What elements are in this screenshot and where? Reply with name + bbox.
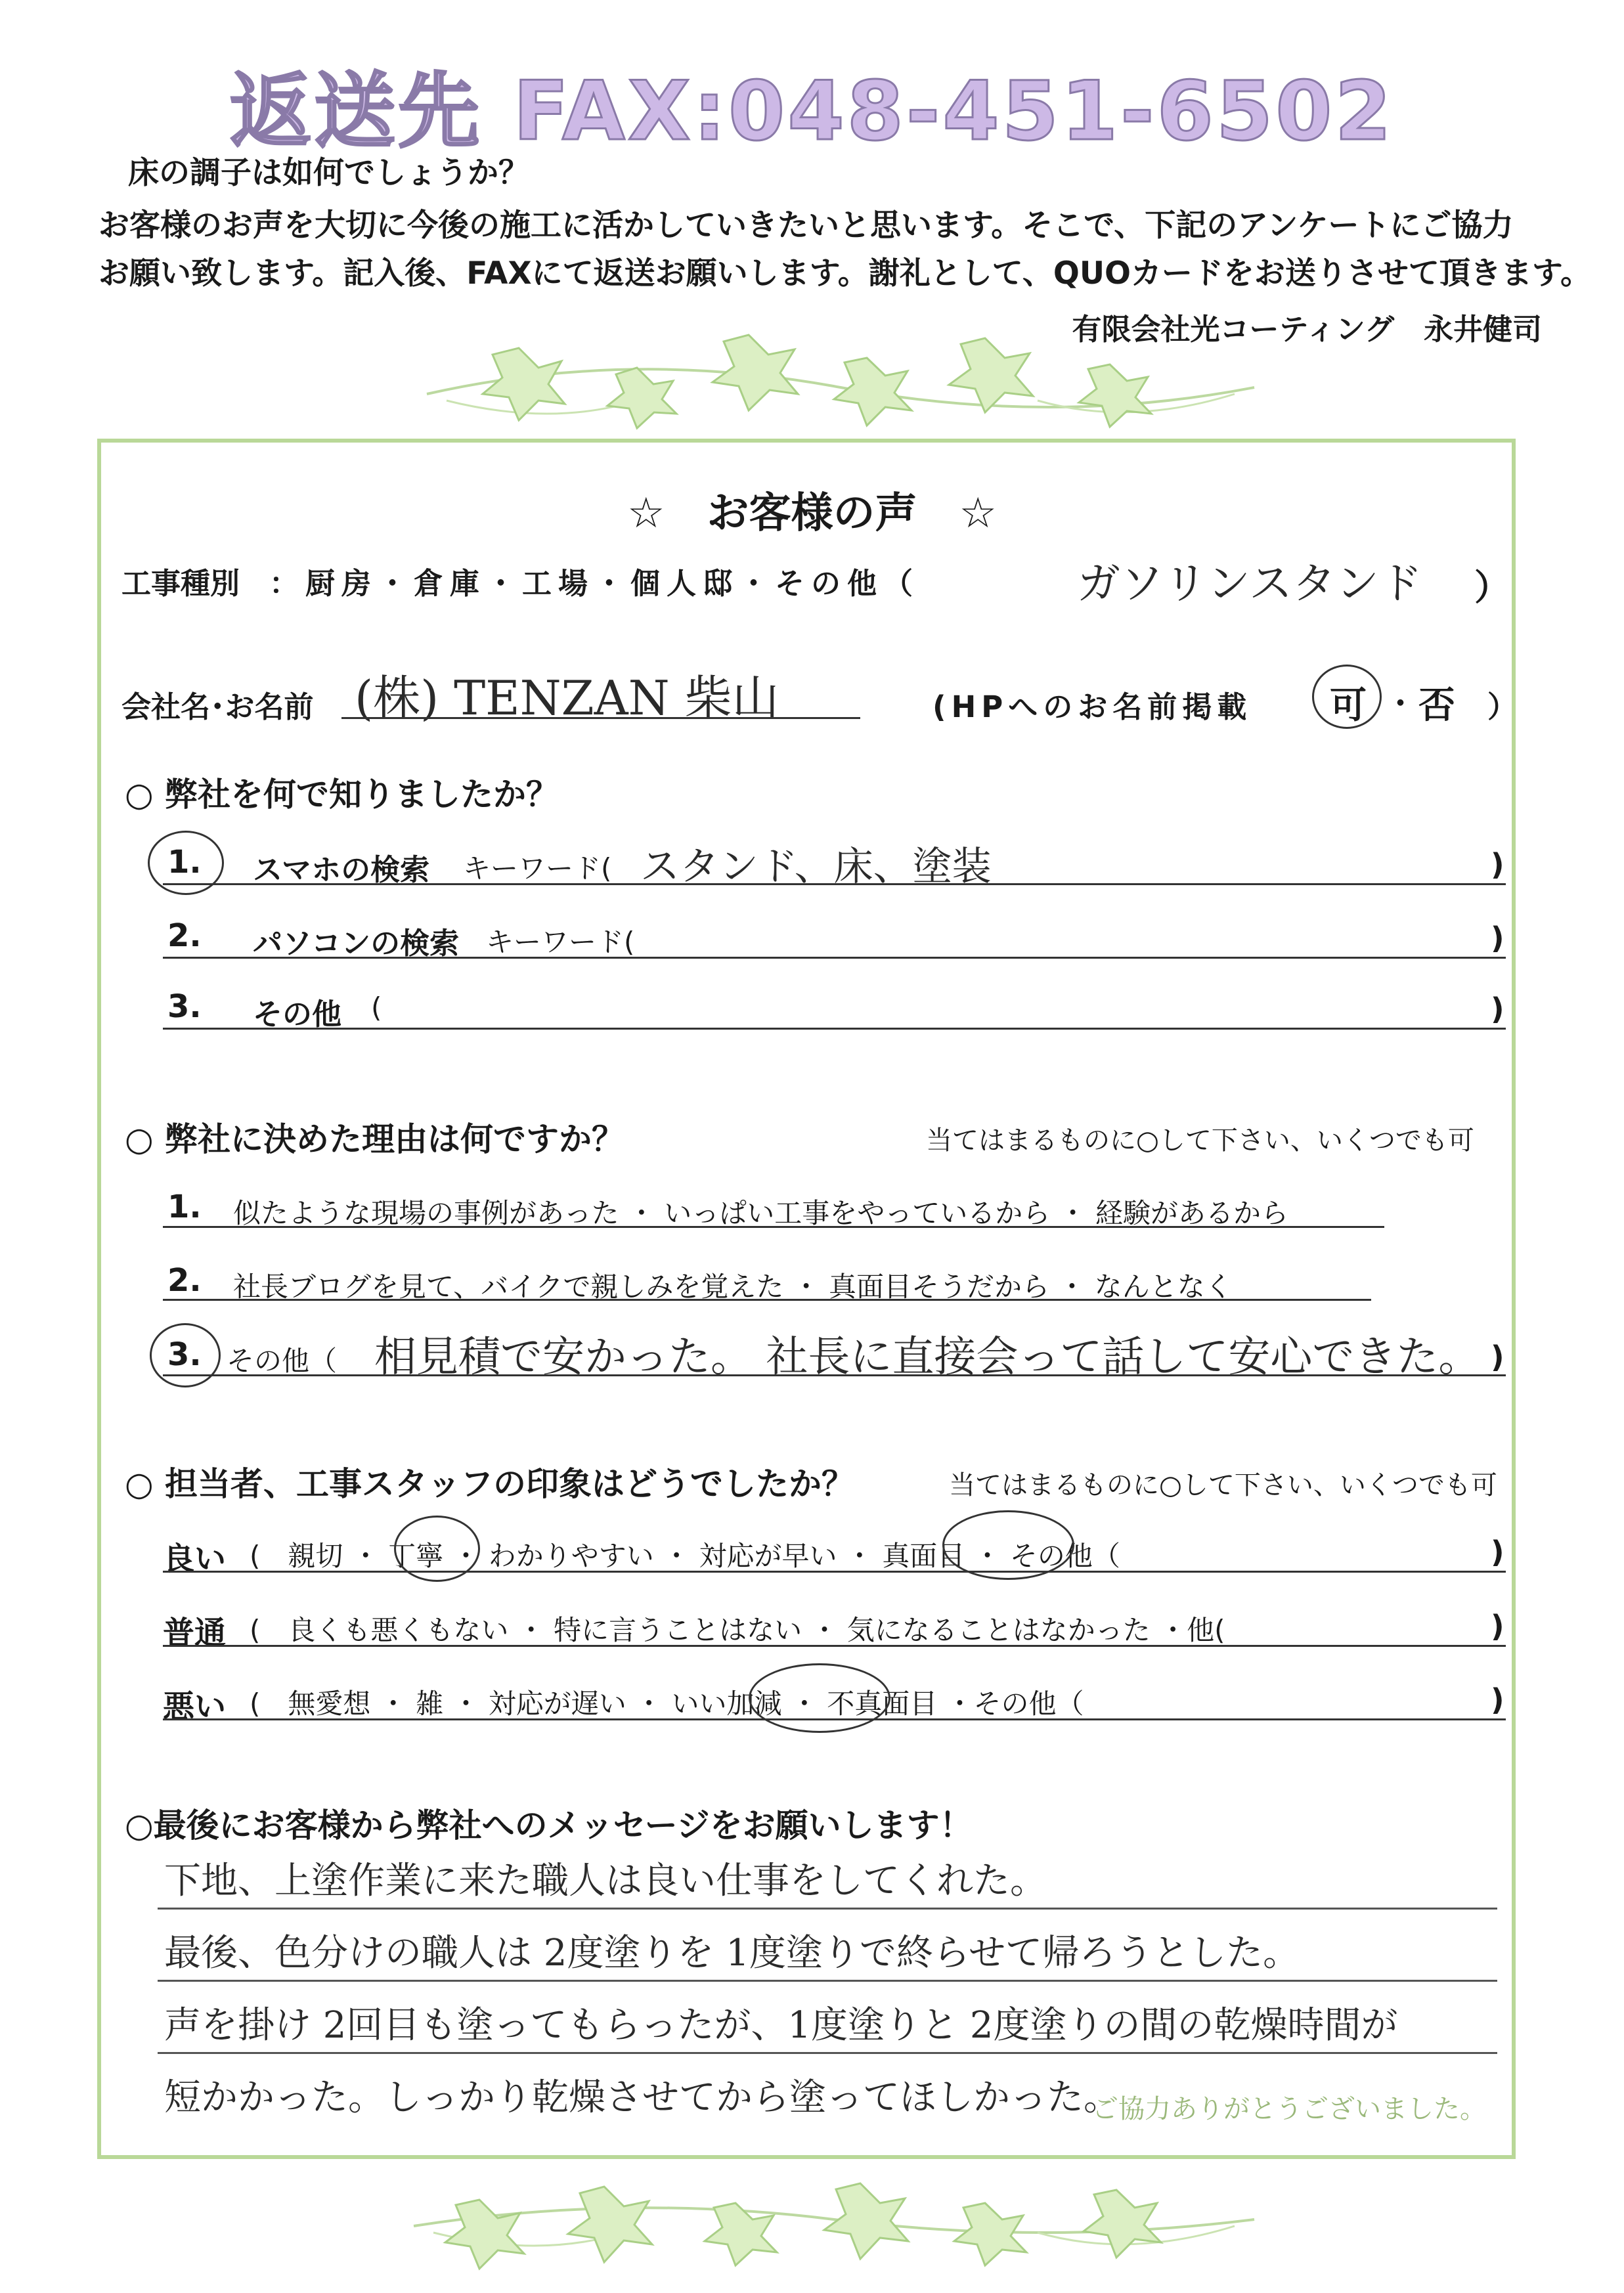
q1-item-3-num: 3. [167,988,202,1025]
hp-consent-yes: 可 [1330,684,1367,727]
q3-row-bad-label: 悪い [163,1688,227,1725]
q3-circle-iikagen [749,1663,890,1733]
message-line-4: 短かかった。しっかり乾燥させてから塗ってほしかった。 [164,2076,1120,2119]
q3-row-good-text: ( 親切 ・ 丁寧 ・ わかりやすい ・ 対応が早い ・ 真面目 ・ その他（ [250,1540,1120,1572]
q2-item-3-answer: 相見積で安かった。 社長に直接会って話して安心できた。 [374,1333,1481,1382]
hp-consent-yes-circle [1312,665,1382,729]
q3-row-good-label: 良い [163,1540,227,1577]
work-type-answer: ガソリンスタンド [1077,558,1423,609]
q1-item-2-sub: キーワード( [486,926,635,958]
hp-consent-dot: ・ [1386,686,1416,721]
message-line-3: 声を掛け 2回目も塗ってもらったが、1度塗りと 2度塗りの間の乾燥時間が [164,2004,1398,2047]
fax-header: 返送先 FAX:048-451-6502 [230,64,1394,159]
name-label: 会社名･お名前 [121,689,314,724]
q3-row-good-underline [163,1571,1506,1573]
q3-row-normal-underline [163,1645,1506,1647]
message-underline-3 [158,2052,1497,2054]
q1-item-1-sub: キーワード( [463,852,612,884]
q2-item-3-num: 3. [167,1336,202,1373]
q1-title: ○ 弊社を何で知りましたか？ [125,775,560,814]
name-underline [341,717,860,719]
q3-row-bad-close: ) [1491,1682,1504,1717]
message-line-2: 最後、色分けの職人は 2度塗りを 1度塗りで終らせて帰ろうとした。 [164,1932,1300,1975]
q4-title: ○最後にお客様から弊社へのメッセージをお願いします！ [125,1806,973,1845]
intro-line-3: お願い致します。記入後、FAXにて返送お願いします。謝礼として、QUOカードをお送りさせて頂きます。 [99,255,1592,292]
q3-title: ○ 担当者、工事スタッフの印象はどうでしたか？ [125,1465,855,1503]
message-underline-2 [158,1980,1497,1982]
q2-item-3-text: その他（ [227,1345,338,1377]
q3-note: 当てはまるものに○して下さい、いくつでも可 [949,1470,1497,1500]
intro-line-1: 床の調子は如何でしょうか？ [128,155,529,191]
q1-item-1-label: スマホの検索 [253,852,430,887]
q1-item-2-label: パソコンの検索 [253,926,460,961]
ivy-decoration-bottom [407,2167,1261,2285]
q2-note: 当てはまるものに○して下さい、いくつでも可 [926,1125,1474,1156]
q3-row-bad-underline [163,1718,1506,1720]
q3-row-normal-text: ( 良くも悪くもない ・ 特に言うことはない ・ 気になることはなかった ・他( [250,1614,1225,1646]
q1-item-1-answer: スタンド、床、塗装 [640,844,992,890]
q2-item-1-underline [163,1226,1384,1228]
q2-item-2-underline [163,1299,1371,1301]
hp-consent-label: (HPへのお名前掲載 [933,689,1252,724]
q3-row-normal-label: 普通 [163,1615,227,1651]
company-signature: 有限会社光コーティング 永井健司 [1072,312,1542,347]
thanks-note: ご協力ありがとうございました。 [1092,2094,1486,2124]
q1-item-2-underline [163,957,1506,959]
hp-consent-no: 否 [1418,684,1455,727]
work-type-label: 工事種別 [121,566,240,601]
q2-item-3-close: ) [1491,1340,1504,1374]
q3-row-normal-close: ) [1491,1609,1504,1644]
q1-item-3-sub: ( [371,992,382,1024]
q1-item-3-close: ) [1491,992,1504,1026]
q2-item-2-text: 社長ブログを見て、バイクで親しみを覚えた ・ 真面目そうだから ・ なんとなく [233,1271,1233,1303]
q2-item-1-text: 似たような現場の事例があった ・ いっぱい工事をやっているから ・ 経験があるから [233,1197,1288,1229]
q3-row-good-close: ) [1491,1535,1504,1569]
q2-item-2-num: 2. [167,1262,202,1299]
work-type-options: ：厨房・倉庫・工場・個人邸・その他（ [269,566,920,601]
q2-item-1-num: 1. [167,1189,202,1225]
q2-item-3-underline [163,1374,1506,1376]
q1-item-3-label: その他 [253,997,342,1032]
q1-item-2-num: 2. [167,917,202,954]
message-underline-1 [158,1908,1497,1910]
work-type-close: ） [1474,567,1510,608]
q1-item-2-close: ) [1491,921,1504,955]
q3-row-bad-text: ( 無愛想 ・ 雑 ・ 対応が遅い ・ いい加減 ・ 不真面目 ・その他（ [250,1688,1084,1720]
message-line-1: 下地、上塗作業に来た職人は良い仕事をしてくれた。 [164,1860,1047,1902]
q3-circle-majime [942,1510,1074,1580]
q2-title: ○ 弊社に決めた理由は何ですか？ [125,1120,625,1158]
q1-item-1-num: 1. [167,844,202,881]
intro-line-2: お客様のお声を大切に今後の施工に活かしていきたいと思います。そこで、下記のアンケートにご協力 [99,207,1514,244]
q1-item-1-underline [163,883,1506,885]
form-title: ☆ お客様の声 ☆ [627,489,997,538]
q1-item-3-underline [163,1028,1506,1030]
ivy-decoration-top [420,322,1261,433]
q1-item-1-close: ) [1491,847,1504,882]
hp-consent-close: ） [1487,689,1518,724]
name-answer: (株) TENZAN 柴山 [355,670,779,726]
